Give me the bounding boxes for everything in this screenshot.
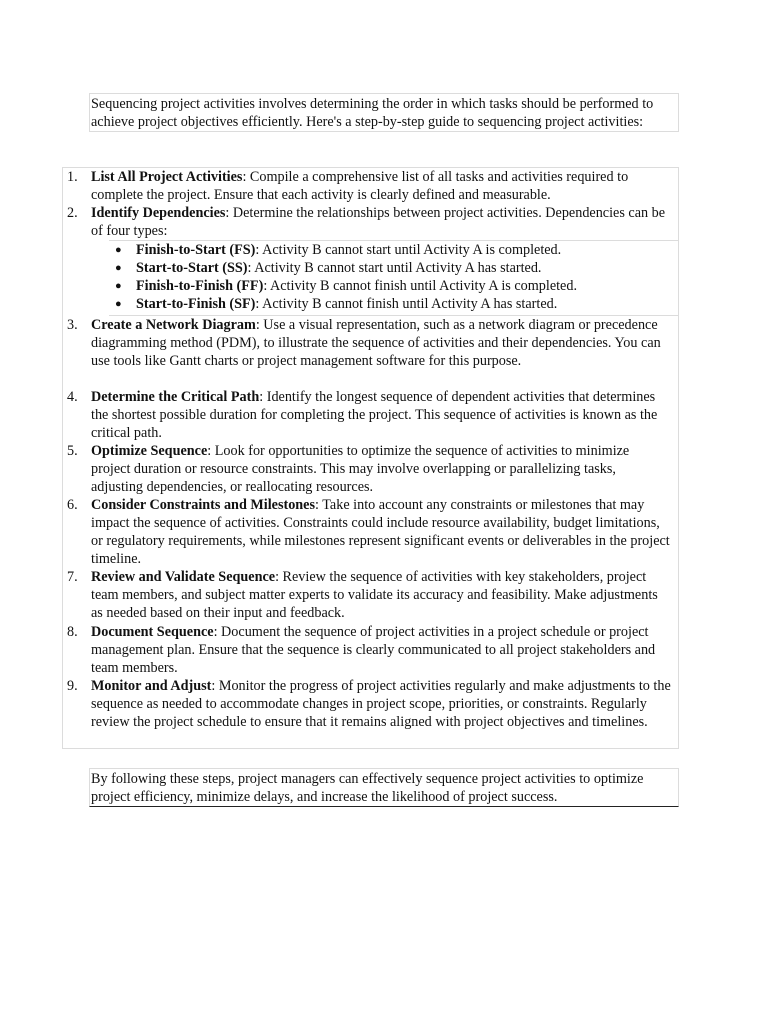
step-title: List All Project Activities <box>91 169 243 185</box>
list-item <box>62 677 679 731</box>
list-number: 8. <box>67 624 78 640</box>
step-text: : Compile a comprehensive list of all tasks and activities required to complete the project. Ensure that each activity is clearly defined and measurable. <box>91 169 629 204</box>
list-item <box>109 259 679 277</box>
step-text: : Take into account any constraints or milestones that may impact the sequence of activities. Constraints could include resource availability, budget limitations, or regulatory requirements, while milestones represent significant events or deliverables in the project timeline. <box>91 497 670 568</box>
bullet-icon: ● <box>115 298 122 310</box>
step-title: Optimize Sequence <box>91 443 208 459</box>
list-item <box>62 496 679 568</box>
step-text: : Use a visual representation, such as a network diagram or precedence diagramming method (PDM), to illustrate the sequence of activities and their dependencies. You can use tools like Gantt charts or project management software for this purpose. <box>91 317 661 370</box>
list-item <box>109 241 679 259</box>
bullet-icon: ● <box>115 280 122 292</box>
list-item <box>109 277 679 295</box>
dependency-title: Finish-to-Finish (FF) <box>136 278 264 294</box>
list-item <box>62 623 679 677</box>
intro-paragraph <box>89 93 679 132</box>
list-item <box>62 316 679 370</box>
list-number: 1. <box>67 169 78 185</box>
list-item <box>62 388 679 442</box>
bullet-icon: ● <box>115 244 122 256</box>
list-number: 2. <box>67 205 78 221</box>
dependency-text: : Activity B cannot start until Activity A is completed. <box>255 242 562 258</box>
list-item <box>62 568 679 622</box>
step-title: Document Sequence <box>91 624 214 640</box>
step-text: : Document the sequence of project activities in a project schedule or project management plan. Ensure that the sequence is clearly communicated to all project stakeholders and team members. <box>91 624 656 677</box>
step-text: : Monitor the progress of project activities regularly and make adjustments to the sequence as needed to accommodate changes in project scope, priorities, or constraints. Regularly review the project schedule to ensure that it remains aligned with project objectives and timelines. <box>91 678 671 731</box>
list-number: 3. <box>67 317 78 333</box>
step-text: : Review the sequence of activities with key stakeholders, project team members, and subject matter experts to validate its accuracy and feasibility. Make adjustments as needed based on their input and feedback. <box>91 569 658 622</box>
dependency-text: : Activity B cannot finish until Activity A is completed. <box>263 278 577 294</box>
list-number: 4. <box>67 389 78 405</box>
dependency-text: : Activity B cannot start until Activity A has started. <box>247 260 542 276</box>
list-number: 7. <box>67 569 78 585</box>
conclusion-text: By following these steps, project managers can effectively sequence project activities to optimize project efficiency, minimize delays, and increase the likelihood of project success. <box>91 771 644 806</box>
dependency-title: Finish-to-Start (FS) <box>136 242 256 258</box>
conclusion-paragraph <box>89 768 679 807</box>
step-title: Consider Constraints and Milestones <box>91 497 316 513</box>
step-text: : Identify the longest sequence of dependent activities that determines the shortest possible duration for completing the project. This sequence of activities is known as the critical path. <box>91 389 658 442</box>
list-number: 6. <box>67 497 78 513</box>
step-title: Monitor and Adjust <box>91 678 212 694</box>
step-text: : Determine the relationships between project activities. Dependencies can be of four types: <box>91 205 666 240</box>
list-number: 9. <box>67 678 78 694</box>
bullet-icon: ● <box>115 262 122 274</box>
dependency-text: : Activity B cannot finish until Activity A has started. <box>255 296 558 312</box>
step-title: Create a Network Diagram <box>91 317 256 333</box>
list-item <box>62 168 679 204</box>
intro-text: Sequencing project activities involves determining the order in which tasks should be performed to achieve project objectives efficiently. Here's a step-by-step guide to sequencing project activities: <box>91 96 654 131</box>
list-item <box>62 204 679 240</box>
dependency-title: Start-to-Finish (SF) <box>136 296 256 312</box>
step-title: Review and Validate Sequence <box>91 569 276 585</box>
list-number: 5. <box>67 443 78 459</box>
step-text: : Look for opportunities to optimize the sequence of activities to minimize project duration or resource constraints. This may involve overlapping or parallelizing tasks, adjusting dependencies, or reallocating resources. <box>91 443 630 496</box>
dependency-title: Start-to-Start (SS) <box>136 260 248 276</box>
step-title: Determine the Critical Path <box>91 389 260 405</box>
step-title: Identify Dependencies <box>91 205 226 221</box>
list-item <box>109 295 679 313</box>
list-item <box>62 442 679 496</box>
